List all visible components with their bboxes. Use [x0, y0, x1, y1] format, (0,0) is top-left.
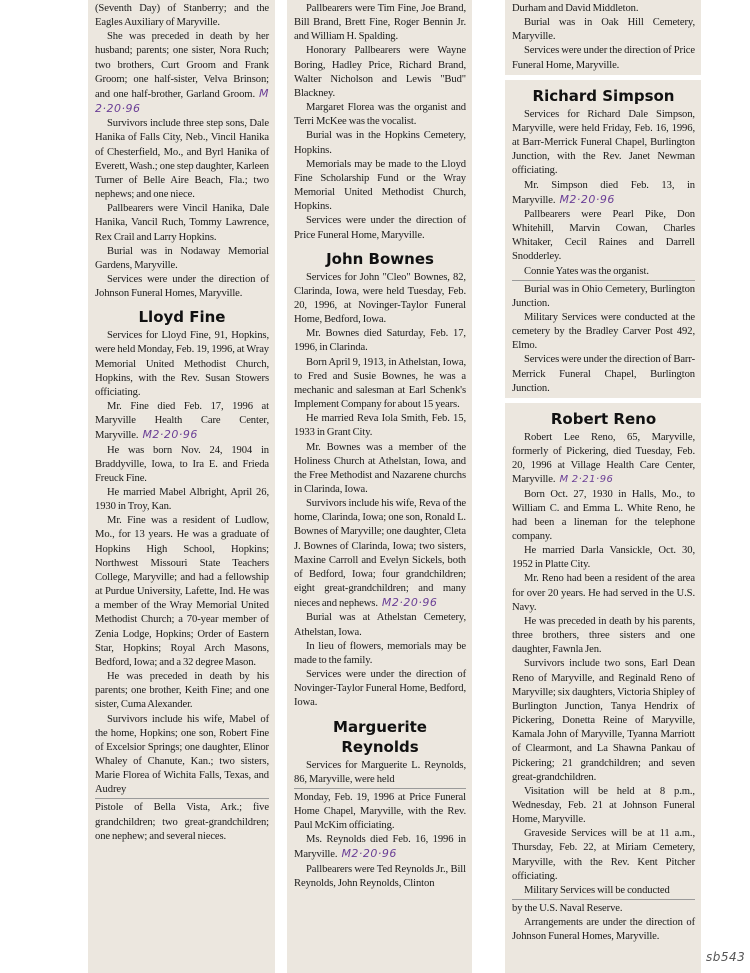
- clipping-gap: [505, 398, 701, 403]
- paragraph: Mr. Bownes was a member of the Holiness Church at Athelstan, Iowa, and the Free Methodist and Nazarene churchs in Clarinda, Iowa.: [294, 441, 466, 495]
- paragraph: (Seventh Day) of Stanberry; and the Eagles Auxiliary of Maryville.: [95, 3, 269, 29]
- paragraph: She was preceded in death by her husband; parents; one sister, Nora Ruch; two brothers, Curt Groom and Frank Groom; one half-sister, Velva Brinson; and one half-brother, Garland Groom. M 2·20·96: [95, 31, 269, 116]
- paragraph: Services for John "Cleo" Bownes, 82, Clarinda, Iowa, were held Tuesday, Feb. 20, 1996, at Novinger-Taylor Funeral Home, Bedford, Iowa.: [294, 271, 466, 326]
- paragraph: Mr. Simpson died Feb. 13, in Maryville. M2·20·96: [512, 179, 695, 206]
- handwritten-date: M2·20·96: [559, 192, 615, 206]
- paragraph: Services for Lloyd Fine, 91, Hopkins, were held Monday, Feb. 19, 1996, at Wray Memorial United Methodist Church, Hopkins, with the Rev. Susan Stowers officiating.: [95, 330, 269, 398]
- handwritten-date: M2·20·96: [142, 428, 198, 442]
- obituary-heading-john-bownes: John Bownes: [326, 249, 434, 268]
- paragraph: Pistole of Bella Vista, Ark.; five grandchildren; two great-grandchildren; one nephew; and several nieces.: [95, 802, 269, 842]
- paragraph: Survivors include his wife, Reva of the home, Clarinda, Iowa; one son, Ronald L. Bownes of Maryville; one daughter, Cleta J. Bownes of Clarinda, Iowa; two sisters, Maxine Carroll and Evelyn Sickels, both of Bedford, Iowa; four grandchildren; eight great-grandchildren; and many nieces and nephews. M2·20·96: [294, 498, 466, 610]
- obituary-lloyd-fine: [95, 329, 269, 797]
- obituary-richard-simpson: [512, 108, 695, 396]
- obituary-continuation-fine: [294, 2, 466, 243]
- clipping-gap: [505, 75, 701, 80]
- obituary-heading-richard-simpson: Richard Simpson: [532, 86, 675, 105]
- paragraph: Survivors include three step sons, Dale Hanika of Falls City, Neb., Vincil Hanika of Chesterfield, Mo., and Byrl Hanika of Everett, Wash.; one step daughter, Karleen Turner of Belle Aire Beach, Fla.; two nephews; and one niece.: [95, 118, 269, 201]
- paragraph: Services were under the direction of Johnson Funeral Homes, Maryville.: [95, 273, 269, 300]
- paragraph: Military Services will be conducted: [524, 884, 670, 896]
- paragraph: Services were under the direction of Price Funeral Home, Maryville.: [512, 45, 695, 71]
- obituary-heading-lloyd-fine: Lloyd Fine: [138, 308, 226, 327]
- handwritten-date: M 2·21·96: [559, 474, 614, 486]
- paragraph: Connie Yates was the organist.: [524, 265, 649, 277]
- paragraph: Monday, Feb. 19, 1996 at Price Funeral Home Chapel, Maryville, with the Rev. Paul McKim officiating.: [294, 791, 466, 832]
- paragraph: Ms. Reynolds died Feb. 16, 1996 in Maryville. M2·20·96: [294, 834, 466, 861]
- obituary-heading-robert-reno: Robert Reno: [550, 409, 657, 428]
- paragraph: He married Mabel Albright, April 26, 1930 in Troy, Kan.: [95, 487, 269, 513]
- obituary-marguerite-reynolds: [294, 759, 466, 891]
- obituary-heading-marguerite-reynolds: Marguerite Reynolds: [333, 717, 427, 756]
- clipping-divider: [95, 798, 269, 799]
- paragraph: Honorary Pallbearers were Wayne Boring, Hadley Price, Richard Brand, Walter Nicholson and Lewis "Bud" Blackney.: [294, 45, 466, 99]
- paragraph: Services were under the direction of Novinger-Taylor Funeral Home, Bedford, Iowa.: [294, 669, 466, 709]
- paragraph: Graveside Services will be at 11 a.m., Thursday, Feb. 22, at Miriam Cemetery, Maryville, with the Rev. Kent Pitcher officiating.: [512, 828, 695, 882]
- clipping-divider: [294, 788, 466, 789]
- paragraph: by the U.S. Naval Reserve.: [512, 903, 623, 915]
- paragraph: Burial was in Nodaway Memorial Gardens, Maryville.: [95, 245, 269, 271]
- paragraph: He was preceded in death by his parents, three brothers, three sisters and one daughter, Fawnla Jen.: [512, 615, 695, 656]
- paragraph: Visitation will be held at 8 p.m., Wednesday, Feb. 21 at Johnson Funeral Home, Maryville.: [512, 785, 695, 826]
- paragraph: He married Reva Iola Smith, Feb. 15, 1933 in Grant City.: [294, 413, 466, 439]
- obituary-robert-reno: [512, 431, 695, 945]
- handwritten-catalog-number: sb543: [706, 950, 746, 964]
- paragraph: Mr. Fine was a resident of Ludlow, Mo., for 13 years. He was a graduate of Hopkins High School, Hopkins; Northwest Missouri State Teachers College, Maryville; and had a fellowship at Purdue University, Lafette, Ind. He was a member of the Wray Memorial United Methodist Church; a 70-year member of Zenia Lodge, Hopkins; Order of Eastern Star, Hopkins; Royal Arch Masons, Bedford, Iowa; and a 32 degree Mason.: [95, 515, 269, 668]
- paragraph: Memorials may be made to the Lloyd Fine Scholarship Fund or the Wray Memorial United Methodist Church, Hopkins.: [294, 158, 466, 213]
- paragraph: Arrangements are under the direction of Johnson Funeral Homes, Maryville.: [512, 917, 695, 943]
- clipping-divider: [512, 280, 695, 281]
- paragraph: Pallbearers were Vincil Hanika, Dale Hanika, Vancil Ruch, Tommy Lawrence, Rex Crail and Larry Hopkins.: [95, 203, 269, 243]
- paragraph: Military Services were conducted at the cemetery by the Bradley Carver Post 492, Elmo.: [512, 311, 695, 352]
- paragraph: Born April 9, 1913, in Athelstan, Iowa, to Fred and Susie Bownes, he was a mechanic and salesman at Earl Schenk's Implement Company for about 15 years.: [294, 356, 466, 411]
- paragraph: Mr. Fine died Feb. 17, 1996 at Maryville Health Care Center, Maryville. M2·20·96: [95, 401, 269, 442]
- paragraph: Burial was in Ohio Cemetery, Burlington Junction.: [512, 283, 695, 309]
- clipping-column-3: [505, 0, 701, 973]
- paragraph: Pallbearers were Tim Fine, Joe Brand, Bill Brand, Brett Fine, Roger Bennin Jr. and William H. Spalding.: [294, 3, 466, 43]
- paragraph: Burial was at Athelstan Cemetery, Athelstan, Iowa.: [294, 612, 466, 638]
- paragraph: Burial was in Oak Hill Cemetery, Maryville.: [512, 17, 695, 43]
- clipping-column-2: [287, 0, 472, 973]
- handwritten-date: M2·20·96: [381, 596, 438, 610]
- paragraph: Survivors include two sons, Earl Dean Reno of Maryville, and Reginald Reno of Maryville; six daughters, Victoria Shipley of Burlington Junction, Tanya Hendrix of Pickering, Donetta Reine of Maryville, Kamala John of Maryville, Tyanna Marriott of Clearmont, and La Shawna Pankau of Pickering; 21 grandchildren; and seven great-grandchildren.: [512, 658, 695, 783]
- handwritten-date: M2·20·96: [341, 847, 397, 861]
- handwritten-date: M 2·20·96: [95, 86, 269, 116]
- paragraph: He was born Nov. 24, 1904 in Braddyville, Iowa, to Ira E. and Frieda Freuck Fine.: [95, 444, 269, 484]
- paragraph: In lieu of flowers, memorials may be made to the family.: [294, 640, 466, 666]
- obituary-continuation-reynolds: [512, 2, 695, 73]
- paragraph: Services for Richard Dale Simpson, Maryville, were held Friday, Feb. 16, 1996, at Barr-Merrick Funeral Chapel, Burlington Junction, with the Rev. Janet Newman officiating.: [512, 108, 695, 177]
- paragraph: Robert Lee Reno, 65, Maryville, formerly of Pickering, died Tuesday, Feb. 20, 1996 at Village Health Care Center, Maryville. M 2·21·96: [512, 431, 695, 486]
- paragraph: Pallbearers were Pearl Pike, Don Whitehill, Marvin Cowan, Charles Whitaker, Cecil Raines and Darrell Snodderley.: [512, 208, 695, 263]
- paragraph: Survivors include his wife, Mabel of the home, Hopkins; one son, Robert Fine of Excelsior Springs; one daughter, Elinor Whaley of Chanute, Kan.; two sisters, Marie Florea of Wichita Falls, Texas, and Audrey: [95, 713, 269, 796]
- paragraph: He married Darla Vansickle, Oct. 30, 1952 in Platte City.: [512, 545, 695, 571]
- paragraph: Services for Marguerite L. Reynolds, 86, Maryville, were held: [294, 759, 466, 785]
- paragraph: Durham and David Middleton.: [512, 3, 639, 14]
- paragraph: Margaret Florea was the organist and Terri McKee was the vocalist.: [294, 102, 466, 128]
- paragraph: Mr. Bownes died Saturday, Feb. 17, 1996, in Clarinda.: [294, 328, 466, 354]
- clipping-column-1: [88, 0, 275, 973]
- paragraph: Born Oct. 27, 1930 in Halls, Mo., to William C. and Emma L. White Reno, he had been a lineman for the telephone company.: [512, 488, 695, 542]
- paragraph: He was preceded in death by his parents; one brother, Keith Fine; and one sister, Cuma Alexander.: [95, 671, 269, 711]
- obituary-continuation-top: [95, 2, 269, 301]
- paragraph: Pallbearers were Ted Reynolds Jr., Bill Reynolds, John Reynolds, Clinton: [294, 863, 466, 889]
- paragraph: Services were under the direction of Barr-Merrick Funeral Chapel, Burlington Junction.: [512, 354, 695, 394]
- paragraph: Services were under the direction of Price Funeral Home, Maryville.: [294, 215, 466, 241]
- clipping-divider: [512, 899, 695, 900]
- paragraph: Mr. Reno had been a resident of the area for over 20 years. He had served in the U.S. Navy.: [512, 573, 695, 613]
- obituary-john-bownes: [294, 271, 466, 711]
- paragraph: Burial was in the Hopkins Cemetery, Hopkins.: [294, 130, 466, 156]
